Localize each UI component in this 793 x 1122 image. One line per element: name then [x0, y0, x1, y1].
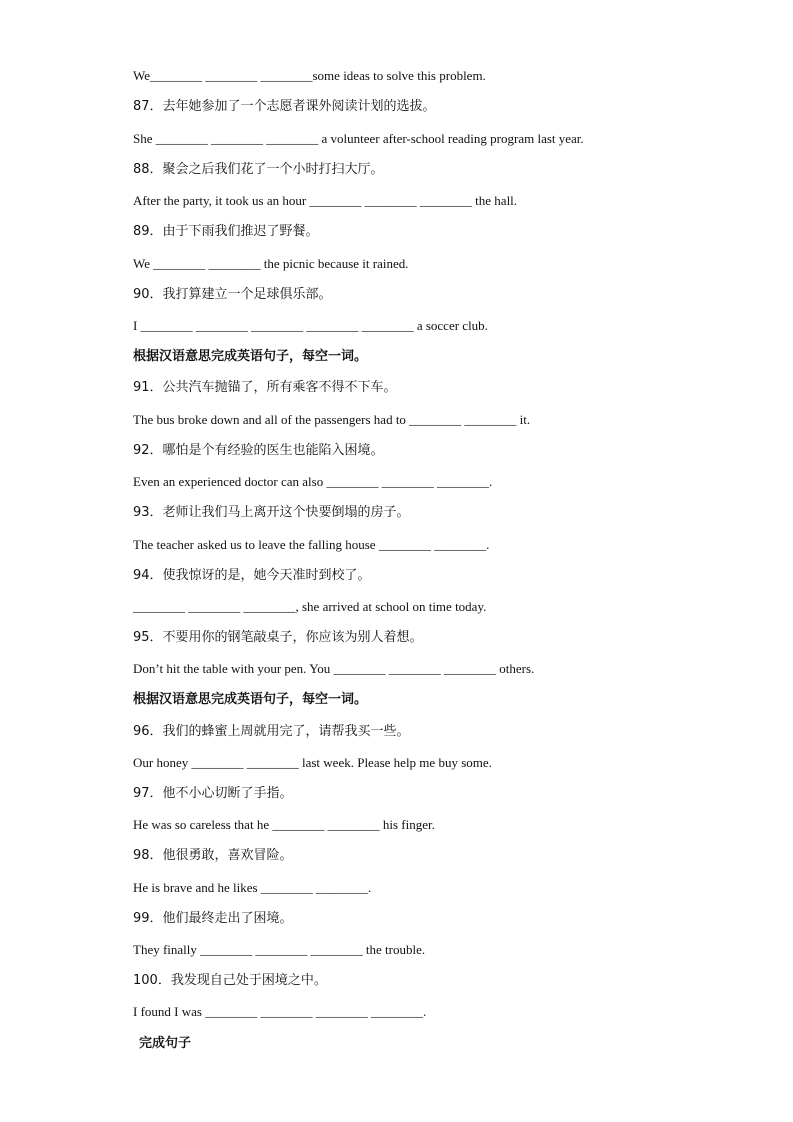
- question-89: 89．由于下雨我们推迟了野餐。: [133, 224, 319, 239]
- question-91: 91．公共汽车抛锚了，所有乘客不得不下车。: [133, 380, 397, 395]
- question-93: 93．老师让我们马上离开这个快要倒塌的房子。: [133, 505, 410, 520]
- answer-line-86: We________ ________ ________some ideas to solve this problem.: [133, 68, 486, 83]
- question-100: 100．我发现自己处于困境之中。: [133, 973, 327, 988]
- answer-line-88: After the party, it took us an hour ________ ________ ________ the hall.: [133, 193, 518, 208]
- answer-line-100: I found I was ________ ________ ________ ________.: [133, 1004, 427, 1019]
- section-heading: 根据汉语意思完成英语句子，每空一词。: [133, 692, 368, 707]
- question-88: 88．聚会之后我们花了一个小时打扫大厅。: [133, 162, 384, 177]
- answer-line-91: The bus broke down and all of the passengers had to ________ ________ it.: [133, 412, 531, 427]
- question-94: 94．使我惊讶的是，她今天准时到校了。: [133, 568, 371, 583]
- answer-line-96: Our honey ________ ________ last week. Please help me buy some.: [133, 755, 492, 770]
- question-95: 95．不要用你的钢笔敲桌子，你应该为别人着想。: [133, 630, 423, 645]
- answer-line-90: I ________ ________ ________ ________ ________ a soccer club.: [133, 318, 488, 333]
- answer-line-95: Don’t hit the table with your pen. You ________ ________ ________ others.: [133, 661, 535, 676]
- question-99: 99．他们最终走出了困境。: [133, 911, 293, 926]
- section-heading: 完成句子: [139, 1036, 192, 1051]
- question-97: 97．他不小心切断了手指。: [133, 786, 293, 801]
- answer-line-87: She ________ ________ ________ a volunteer after-school reading program last year.: [133, 131, 584, 146]
- answer-line-89: We ________ ________ the picnic because it rained.: [133, 256, 409, 271]
- question-87: 87．去年她参加了一个志愿者课外阅读计划的选拔。: [133, 99, 436, 114]
- question-90: 90．我打算建立一个足球俱乐部。: [133, 287, 332, 302]
- answer-line-99: They finally ________ ________ ________ the trouble.: [133, 942, 426, 957]
- question-96: 96．我们的蜂蜜上周就用完了，请帮我买一些。: [133, 724, 410, 739]
- answer-line-94: ________ ________ ________, she arrived at school on time today.: [133, 599, 487, 614]
- answer-line-97: He was so careless that he ________ ________ his finger.: [133, 817, 435, 832]
- section-heading: 根据汉语意思完成英语句子，每空一词。: [133, 349, 368, 364]
- answer-line-98: He is brave and he likes ________ ________.: [133, 880, 372, 895]
- question-98: 98．他很勇敢，喜欢冒险。: [133, 848, 293, 863]
- answer-line-92: Even an experienced doctor can also ________ ________ ________.: [133, 474, 493, 489]
- answer-line-93: The teacher asked us to leave the falling house ________ ________.: [133, 537, 490, 552]
- question-92: 92．哪怕是个有经验的医生也能陷入困境。: [133, 443, 384, 458]
